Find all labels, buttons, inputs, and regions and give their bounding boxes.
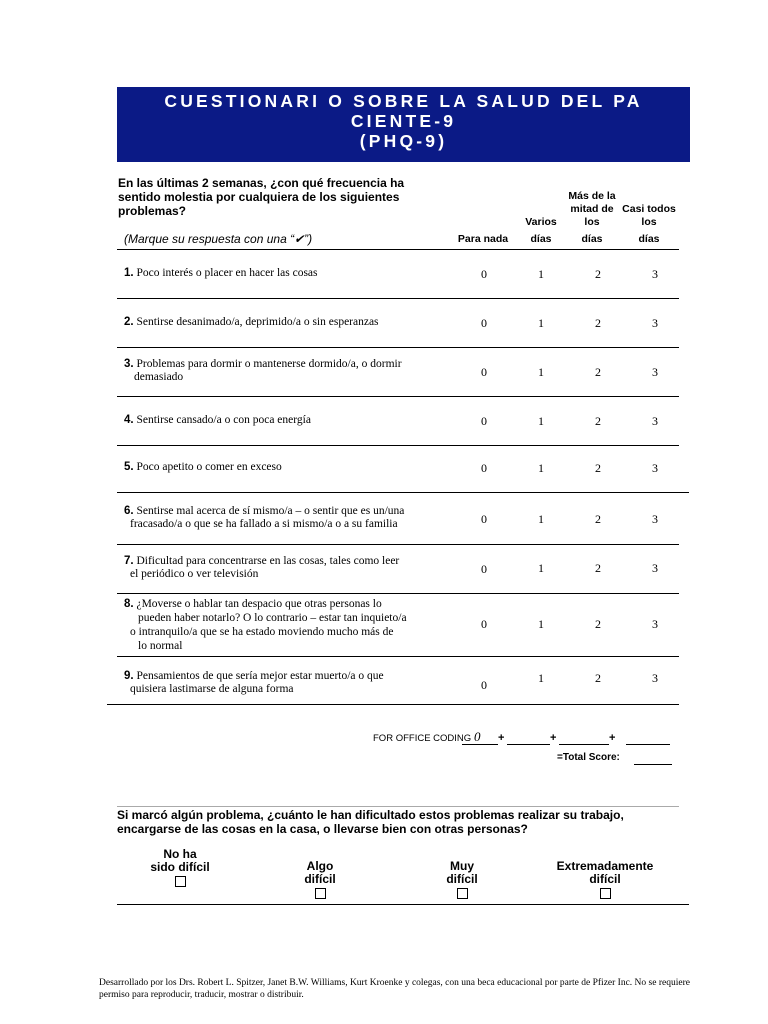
score-option[interactable]: 1	[538, 561, 544, 575]
option-line: difícil	[446, 872, 478, 886]
score-option[interactable]: 0	[481, 512, 487, 526]
question-8	[124, 597, 407, 653]
question-9	[124, 670, 384, 696]
question-text: demasiado	[134, 371, 184, 383]
column-header-line: días	[530, 233, 552, 245]
row-divider	[117, 656, 679, 657]
score-option[interactable]: 3	[652, 512, 658, 526]
score-option[interactable]: 2	[595, 561, 601, 575]
question-text: pueden haber notarlo? O lo contrario – estar tan inquieto/a	[138, 612, 407, 624]
question-number: 3.	[124, 358, 134, 370]
row-divider	[117, 492, 689, 493]
option-line: No ha	[163, 847, 197, 861]
column-header-line: Más de la mitad de los	[568, 190, 616, 228]
column-header-line: Casi todos los	[622, 203, 676, 228]
total-score-blank[interactable]	[634, 764, 672, 765]
office-coding-label: FOR OFFICE CODING	[373, 733, 472, 744]
question-text: Poco interés o placer en hacer las cosas	[136, 267, 318, 279]
score-option[interactable]: 0	[481, 414, 487, 428]
column-header-mas-de-la-mitad	[564, 190, 620, 246]
score-option[interactable]: 2	[595, 461, 601, 475]
score-option[interactable]: 3	[652, 461, 658, 475]
score-option[interactable]: 1	[538, 512, 544, 526]
score-option[interactable]: 1	[538, 267, 544, 281]
score-option[interactable]: 2	[595, 365, 601, 379]
row-divider	[117, 445, 679, 446]
question-text: ¿Moverse o hablar tan despacio que otras personas lo	[136, 598, 382, 610]
difficulty-question: Si marcó algún problema, ¿cuánto le han dificultado estos problemas realizar su trabajo, encargarse de las cosas en la casa, o llevarse bien con otras personas?	[117, 808, 624, 836]
question-6	[124, 505, 404, 531]
score-option[interactable]: 1	[538, 617, 544, 631]
row-divider	[117, 396, 679, 397]
score-option[interactable]: 3	[652, 617, 658, 631]
score-option[interactable]: 1	[538, 671, 544, 685]
question-text: quisiera lastimarse de alguna forma	[130, 683, 294, 695]
score-option[interactable]: 3	[652, 365, 658, 379]
question-text: Pensamientos de que sería mejor estar muerto/a o que	[136, 670, 384, 682]
question-text: o intranquilo/a que se ha estado moviendo mucho más de	[130, 626, 394, 638]
question-number: 6.	[124, 505, 134, 517]
question-text: Problemas para dormir o mantenerse dormido/a, o dormir	[136, 358, 402, 370]
score-option[interactable]: 3	[652, 671, 658, 685]
question-text: lo normal	[138, 640, 183, 652]
checkbox[interactable]	[457, 888, 468, 899]
option-line: Algo	[306, 859, 334, 873]
difficulty-option-algo-dificil[interactable]	[280, 860, 360, 902]
option-line: difícil	[304, 872, 336, 886]
question-number: 2.	[124, 316, 134, 328]
question-text: fracasado/a o que se ha fallado a si mismo/a o a su familia	[130, 518, 398, 530]
difficulty-option-no-ha-sido-dificil[interactable]	[140, 848, 220, 890]
column-header-casi-todos	[620, 203, 678, 246]
score-option[interactable]: 1	[538, 365, 544, 379]
option-line: difícil	[589, 872, 621, 886]
column-header-line: Varios	[525, 216, 557, 228]
score-option[interactable]: 0	[481, 678, 487, 692]
score-option[interactable]: 2	[595, 414, 601, 428]
difficulty-option-extremadamente-dificil[interactable]	[545, 860, 665, 902]
coding-plus-3: +	[609, 732, 616, 744]
difficulty-bottom-rule	[117, 904, 689, 905]
coding-value-0: 0	[474, 729, 481, 744]
difficulty-option-muy-dificil[interactable]	[422, 860, 502, 902]
question-text: Poco apetito o comer en exceso	[136, 461, 282, 473]
question-number: 7.	[124, 555, 134, 567]
score-option[interactable]: 0	[481, 562, 487, 576]
question-number: 5.	[124, 461, 134, 473]
coding-blank-3	[559, 744, 609, 745]
question-7	[124, 555, 399, 581]
checkbox[interactable]	[175, 876, 186, 887]
score-option[interactable]: 0	[481, 365, 487, 379]
coding-blank-4	[626, 744, 670, 745]
header-divider	[117, 249, 679, 250]
option-line: Extremadamente	[556, 859, 654, 873]
mark-instruction: (Marque su respuesta con una “✔”)	[124, 232, 313, 246]
column-header-para-nada	[452, 233, 514, 246]
row-divider	[117, 593, 679, 594]
column-header-line: días	[638, 233, 660, 245]
column-header-line: días	[581, 233, 603, 245]
checkbox[interactable]	[315, 888, 326, 899]
question-5	[124, 461, 282, 474]
score-option[interactable]: 3	[652, 561, 658, 575]
row-divider	[117, 298, 679, 299]
question-2	[124, 316, 379, 329]
question-text: Sentirse desanimado/a, deprimido/a o sin esperanzas	[136, 316, 379, 328]
score-option[interactable]: 1	[538, 461, 544, 475]
coding-plus-2: +	[550, 732, 557, 744]
question-4	[124, 414, 311, 427]
score-option[interactable]: 2	[595, 671, 601, 685]
score-option[interactable]: 1	[538, 316, 544, 330]
column-header-varios-dias	[514, 216, 568, 246]
row-divider	[117, 347, 679, 348]
question-number: 4.	[124, 414, 134, 426]
question-number: 9.	[124, 670, 134, 682]
title-line-1: CUESTIONARI O SOBRE LA SALUD DEL PA	[164, 91, 643, 111]
question-text: Dificultad para concentrarse en las cosas, tales como leer	[136, 555, 400, 567]
score-option[interactable]: 2	[595, 512, 601, 526]
score-option[interactable]: 2	[595, 617, 601, 631]
option-line: Muy	[450, 859, 474, 873]
score-option[interactable]: 3	[652, 316, 658, 330]
question-text: Sentirse cansado/a o con poca energía	[136, 414, 311, 426]
coding-plus-1: +	[498, 732, 505, 744]
title-banner	[117, 87, 690, 162]
total-score-label: =Total Score:	[557, 752, 620, 763]
question-3	[124, 358, 402, 384]
question-number: 1.	[124, 267, 134, 279]
question-1	[124, 267, 318, 280]
title-line-2: CIENTE-9	[350, 111, 457, 131]
title-line-3: (PHQ-9)	[359, 131, 448, 151]
checkbox[interactable]	[600, 888, 611, 899]
score-option[interactable]: 0	[481, 267, 487, 281]
question-text: el periódico o ver televisión	[130, 568, 259, 580]
score-option[interactable]: 2	[595, 316, 601, 330]
table-bottom-rule	[107, 704, 679, 705]
option-line: sido difícil	[150, 860, 210, 874]
question-number: 8.	[124, 598, 134, 610]
score-option[interactable]: 2	[595, 267, 601, 281]
score-option[interactable]: 3	[652, 414, 658, 428]
score-option[interactable]: 1	[538, 414, 544, 428]
column-header-line: Para nada	[457, 233, 509, 245]
score-option[interactable]: 0	[481, 461, 487, 475]
coding-blank-2	[507, 744, 550, 745]
question-text: Sentirse mal acerca de sí mismo/a – o sentir que es un/una	[136, 505, 405, 517]
footer-credits: Desarrollado por los Drs. Robert L. Spitzer, Janet B.W. Williams, Kurt Kroenke y colegas, con una beca educacional por parte de Pfizer Inc. No se requiere permiso para reproducir, traducir, mostrar o distribuir.	[99, 978, 690, 1000]
difficulty-top-rule	[117, 806, 679, 807]
score-option[interactable]: 0	[481, 316, 487, 330]
score-option[interactable]: 0	[481, 617, 487, 631]
score-option[interactable]: 3	[652, 267, 658, 281]
frequency-question: En las últimas 2 semanas, ¿con qué frecuencia ha sentido molestia por cualquiera de los siguientes problemas?	[118, 176, 405, 218]
row-divider	[117, 544, 679, 545]
